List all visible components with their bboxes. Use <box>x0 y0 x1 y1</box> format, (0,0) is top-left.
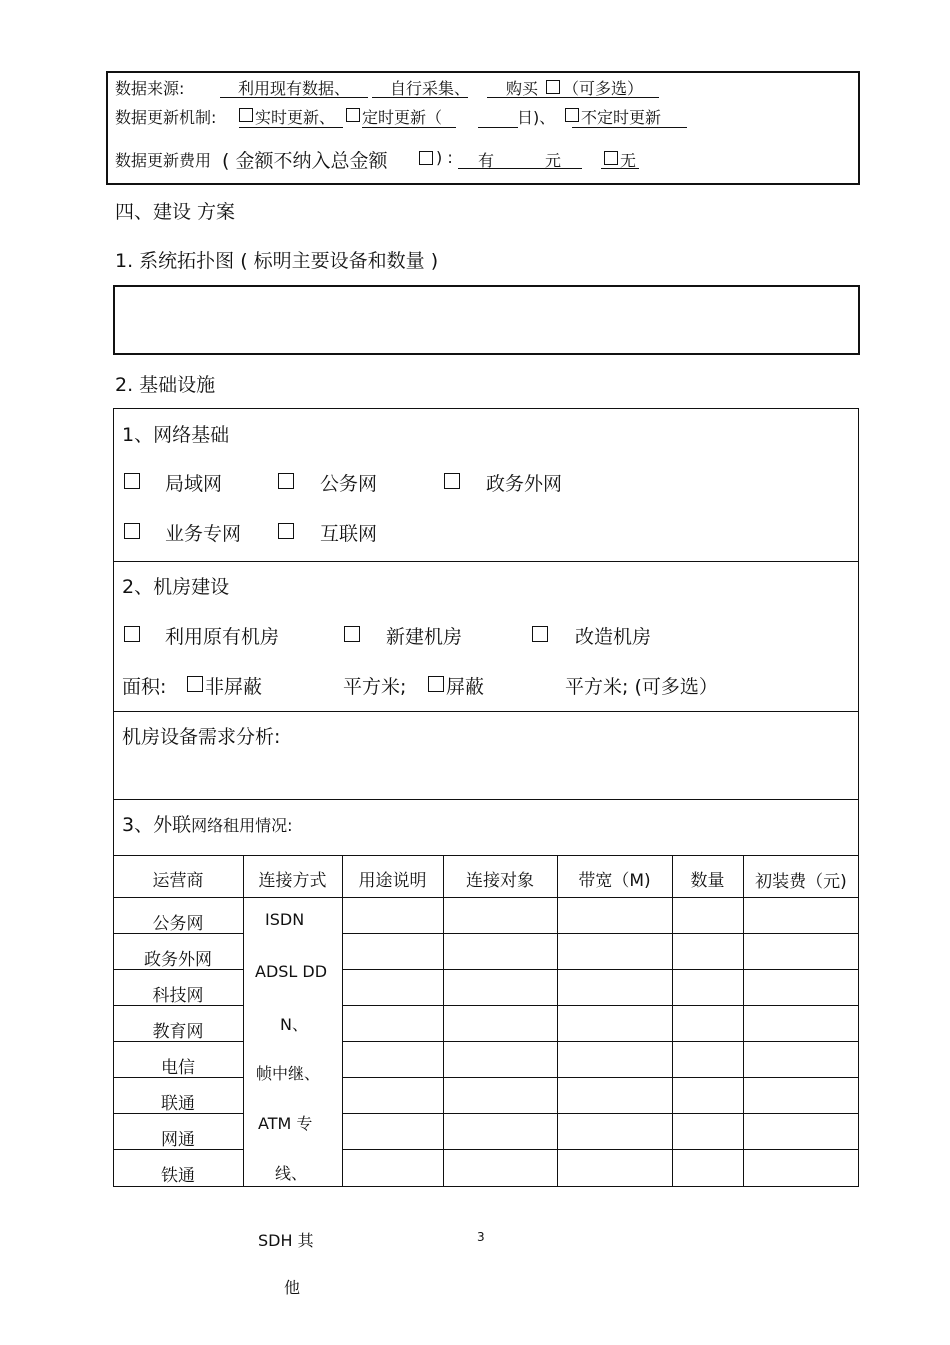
operator-cell: 教育网 <box>152 1022 204 1042</box>
row-line <box>342 969 859 970</box>
non-shield-label: 非屏蔽 <box>205 676 263 698</box>
header-connection: 连接方式 <box>258 871 327 891</box>
multi-select-note: （可多选） <box>563 79 644 98</box>
renovate-room-checkbox[interactable] <box>532 626 548 642</box>
update-cost-label: 数据更新费用 <box>115 151 212 170</box>
header-bandwidth: 带宽（M) <box>578 871 651 891</box>
update-underline-3 <box>572 127 687 128</box>
operator-cell: 公务网 <box>152 914 204 934</box>
external-title <box>122 810 293 837</box>
internet-checkbox[interactable] <box>278 523 294 539</box>
sqm-label-2: 平方米; (可多选） <box>565 676 718 698</box>
header-divider <box>113 897 859 898</box>
header-install-fee: 初装费（元) <box>755 872 847 892</box>
purchase-checkbox[interactable] <box>546 80 560 94</box>
connection-text: 线、 <box>275 1164 308 1183</box>
shield-checkbox[interactable] <box>428 676 444 692</box>
exclude-checkbox[interactable] <box>419 151 433 165</box>
row-line <box>342 933 859 934</box>
external-title-sub: 网络租用情况: <box>191 816 293 835</box>
operator-cell: 政务外网 <box>144 950 212 970</box>
cost-none: 无 <box>620 151 637 170</box>
row-divider <box>113 561 859 562</box>
header-operator: 运营商 <box>152 871 204 891</box>
non-shield-checkbox[interactable] <box>187 676 203 692</box>
update-cost-close: ) : <box>436 148 453 167</box>
internet-label: 互联网 <box>320 523 378 545</box>
row-line <box>342 1077 859 1078</box>
realtime-checkbox[interactable] <box>239 108 253 122</box>
connection-overflow: 他 <box>284 1278 301 1297</box>
connection-text: ADSL DD <box>255 962 328 981</box>
update-cost-paren: ( 金额不纳入总金额 <box>222 150 388 172</box>
irregular-checkbox[interactable] <box>565 108 579 122</box>
scheduled-checkbox[interactable] <box>346 108 360 122</box>
irregular-update-label: 不定时更新 <box>581 108 662 127</box>
existing-room-checkbox[interactable] <box>124 626 140 642</box>
col-divider <box>557 855 558 1187</box>
public-net-checkbox[interactable] <box>278 473 294 489</box>
data-source-existing[interactable]: 利用现有数据、 <box>238 79 351 98</box>
lan-label: 局域网 <box>165 473 223 495</box>
update-underline-2 <box>362 127 456 128</box>
connection-text: N、 <box>280 1015 308 1034</box>
operator-cell: 网通 <box>161 1130 195 1150</box>
new-room-checkbox[interactable] <box>344 626 360 642</box>
room-title: 2、机房建设 <box>122 576 230 598</box>
data-source-self-collect[interactable]: 自行采集、 <box>390 79 471 98</box>
row-divider <box>113 855 859 856</box>
cost-have: 有 <box>478 151 495 170</box>
external-title-main: 3、外联 <box>122 814 192 836</box>
infrastructure-heading: 2. 基础设施 <box>115 374 216 396</box>
header-target: 连接对象 <box>466 871 534 891</box>
renovate-room-label: 改造机房 <box>575 626 652 648</box>
section-title: 四、建设 方案 <box>115 201 236 223</box>
col-divider <box>672 855 673 1187</box>
operator-cell: 铁通 <box>161 1166 195 1186</box>
col-divider <box>743 855 744 1187</box>
connection-text: 帧中继、 <box>256 1064 321 1083</box>
realtime-update-label: 实时更新、 <box>255 108 336 127</box>
operator-cell: 联通 <box>161 1094 195 1114</box>
business-net-label: 业务专网 <box>165 523 242 545</box>
connection-overflow: SDH 其 <box>258 1231 314 1250</box>
business-net-checkbox[interactable] <box>124 523 140 539</box>
col-divider <box>342 855 343 1187</box>
row-divider <box>113 799 859 800</box>
operator-cell: 电信 <box>161 1058 195 1078</box>
lan-checkbox[interactable] <box>124 473 140 489</box>
page-number: 3 <box>477 1230 485 1244</box>
new-room-label: 新建机房 <box>386 626 463 648</box>
row-line <box>342 1113 859 1114</box>
connection-text: ATM 专 <box>258 1114 313 1133</box>
topology-heading: 1. 系统拓扑图 ( 标明主要设备和数量 ) <box>115 250 439 272</box>
cost-yuan: 元 <box>545 151 562 170</box>
update-underline-1 <box>239 127 343 128</box>
cost-amount-line[interactable] <box>458 168 582 169</box>
data-source-label: 数据来源: <box>115 79 185 98</box>
col-divider <box>443 855 444 1187</box>
header-purpose: 用途说明 <box>358 871 427 891</box>
area-label: 面积: <box>122 676 167 698</box>
scheduled-update-label: 定时更新（ <box>362 108 443 127</box>
gov-extranet-checkbox[interactable] <box>444 473 460 489</box>
shield-label: 屏蔽 <box>446 676 485 698</box>
days-suffix: 日)、 <box>517 108 556 127</box>
row-line <box>342 1041 859 1042</box>
topology-box[interactable] <box>113 285 860 355</box>
existing-room-label: 利用原有机房 <box>165 626 280 648</box>
connection-text: ISDN <box>265 910 305 929</box>
row-line <box>342 1005 859 1006</box>
col-divider <box>243 855 244 1187</box>
none-checkbox[interactable] <box>604 151 618 165</box>
row-line <box>342 1149 859 1150</box>
room-analysis-label: 机房设备需求分析: <box>122 726 281 748</box>
data-source-purchase[interactable]: 购买 <box>506 79 539 98</box>
header-quantity: 数量 <box>690 871 725 891</box>
update-mechanism-label: 数据更新机制: <box>115 108 217 127</box>
gov-extranet-label: 政务外网 <box>486 473 563 495</box>
sqm-label-1: 平方米; <box>343 676 407 698</box>
days-input-line[interactable] <box>478 127 518 128</box>
row-divider <box>113 711 859 712</box>
public-net-label: 公务网 <box>320 473 378 495</box>
network-title: 1、网络基础 <box>122 424 230 446</box>
operator-cell: 科技网 <box>152 986 204 1006</box>
